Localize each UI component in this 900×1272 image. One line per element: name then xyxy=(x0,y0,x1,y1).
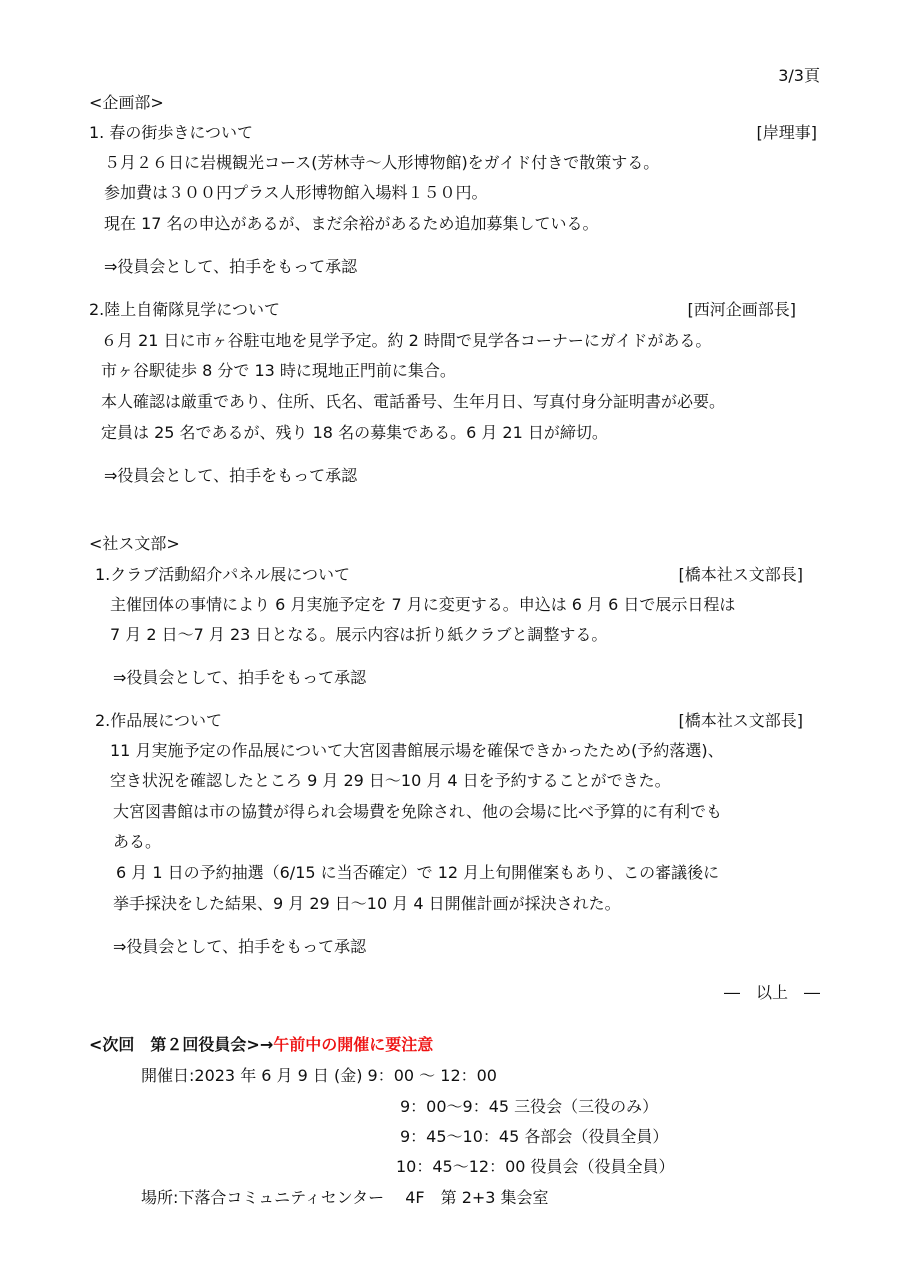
next-meeting-heading xyxy=(89,1035,433,1055)
closing-mark: ― 以上 ― xyxy=(723,983,820,1002)
next-meeting-venue: 場所:下落合コミュニティセンター 4F 第 2+3 集会室 xyxy=(141,1188,549,1207)
section-heading-planning: <企画部> xyxy=(89,93,164,112)
next-meeting-schedule-item: 9：00～9：45 三役会（三役のみ） xyxy=(400,1097,659,1116)
planning-item2-resolution: ⇒役員会として、拍手をもって承認 xyxy=(104,466,358,485)
section-heading-social: <社ス文部> xyxy=(89,534,180,553)
social-item2-line: 11 月実施予定の作品展について大宮図書館展示場を確保できかったため(予約落選)、 xyxy=(110,741,724,760)
next-meeting-schedule-item: 10：45～12：00 役員会（役員全員） xyxy=(396,1157,675,1176)
social-item2-line: 6 月 1 日の予約抽選（6/15 に当否確定）で 12 月上旬開催案もあり、この審議後に xyxy=(116,863,720,882)
page-number: 3/3頁 xyxy=(778,66,820,85)
planning-item1-title: 1. 春の街歩きについて xyxy=(89,123,254,142)
planning-item2-line: 市ヶ谷駅徒歩 8 分で 13 時に現地正門前に集合。 xyxy=(101,361,456,380)
social-item1-resolution: ⇒役員会として、拍手をもって承認 xyxy=(113,668,367,687)
social-item2-line: 挙手採決をした結果、9 月 29 日～10 月 4 日開催計画が採決された。 xyxy=(113,894,621,913)
planning-item1-line: ５月２６日に岩槻観光コース(芳林寺～人形博物館)をガイド付きで散策する。 xyxy=(104,153,660,172)
planning-item2-line: 定員は 25 名であるが、残り 18 名の募集である。6 月 21 日が締切。 xyxy=(101,423,608,442)
planning-item2-line: 本人確認は厳重であり、住所、氏名、電話番号、生年月日、写真付身分証明書が必要。 xyxy=(101,392,726,411)
planning-item1-line: 現在 17 名の申込があるが、まだ余裕があるため追加募集している。 xyxy=(104,214,599,233)
social-item2-line: ある。 xyxy=(113,832,162,851)
planning-item2-reporter: [西河企画部長] xyxy=(687,300,796,319)
social-item1-reporter: [橋本社ス文部長] xyxy=(678,565,803,584)
social-item1-title: 1.クラブ活動紹介パネル展について xyxy=(95,565,350,584)
next-meeting-warning: 午前中の開催に要注意 xyxy=(273,1035,434,1054)
planning-item1-reporter: [岸理事] xyxy=(756,123,817,142)
social-item2-line: 大宮図書館は市の協賛が得られ会場費を免除され、他の会場に比べ予算的に有利でも xyxy=(113,802,722,821)
next-meeting-date: 開催日:2023 年 6 月 9 日 (金) 9：00 ～ 12：00 xyxy=(141,1066,497,1085)
planning-item1-line: 参加費は３００円プラス人形博物館入場料１５０円。 xyxy=(104,183,488,202)
social-item2-title: 2.作品展について xyxy=(95,711,222,730)
social-item2-resolution: ⇒役員会として、拍手をもって承認 xyxy=(113,937,367,956)
planning-item1-resolution: ⇒役員会として、拍手をもって承認 xyxy=(104,257,358,276)
social-item1-line: 7 月 2 日～7 月 23 日となる。展示内容は折り紙クラブと調整する。 xyxy=(110,625,608,644)
next-meeting-title: <次回 第２回役員会>→ xyxy=(89,1035,274,1054)
planning-item2-title: 2.陸上自衛隊見学について xyxy=(89,300,280,319)
social-item2-line: 空き状況を確認したところ 9 月 29 日～10 月 4 日を予約することができた。 xyxy=(110,771,671,790)
planning-item2-line: ６月 21 日に市ヶ谷駐屯地を見学予定。約 2 時間で見学各コーナーにガイドがある。 xyxy=(101,331,712,350)
next-meeting-schedule-item: 9：45～10：45 各部会（役員全員） xyxy=(400,1127,669,1146)
social-item1-line: 主催団体の事情により 6 月実施予定を 7 月に変更する。申込は 6 月 6 日で展示日程は xyxy=(110,595,736,614)
social-item2-reporter: [橋本社ス文部長] xyxy=(678,711,803,730)
